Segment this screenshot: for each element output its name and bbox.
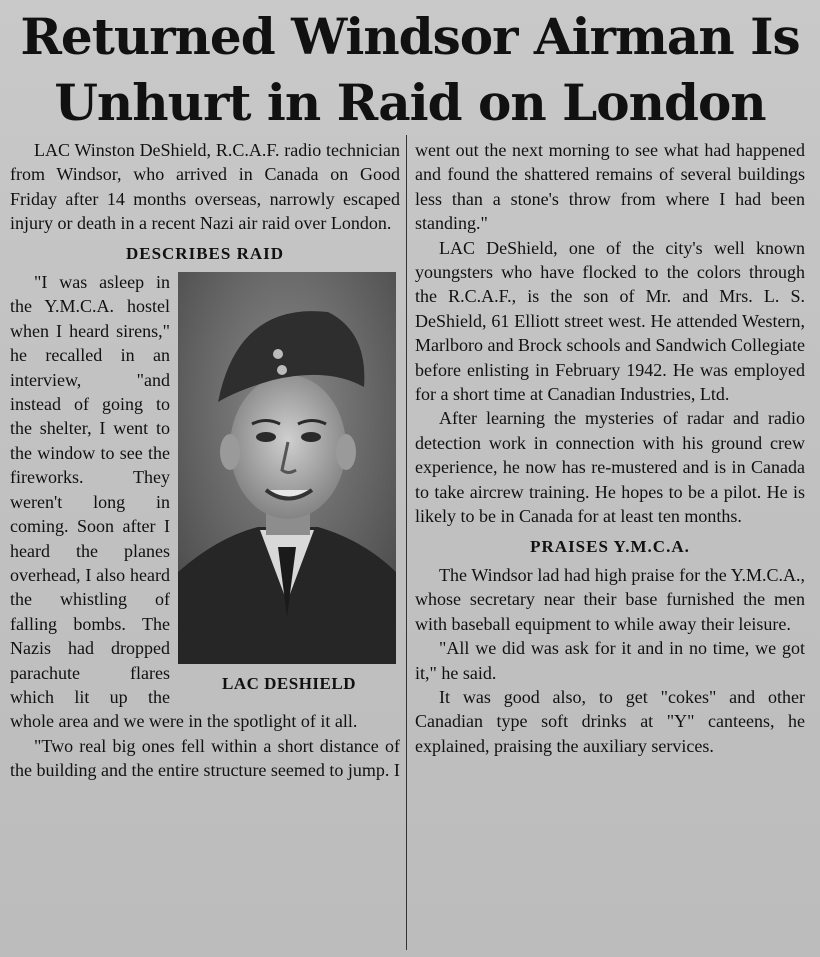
paragraph-radar: After learning the mysteries of radar and radio detection work in connection with his ground crew experience, he now has re-mustered and is in Canada to take aircrew training. He hopes to be a pilot. He is likely to be in Canada for at least ten months. bbox=[415, 408, 805, 527]
left-column bbox=[10, 138, 400, 783]
subhead-describes-raid: DESCRIBES RAID bbox=[125, 243, 285, 263]
column-divider bbox=[406, 135, 407, 950]
portrait-image bbox=[178, 272, 396, 664]
lead-paragraph: LAC Winston DeShield, R.C.A.F. radio technician from Windsor, who arrived in Canada on Good Friday after 14 months overseas, narrowly escaped injury or death in a recent Nazi air raid over London. bbox=[10, 140, 400, 234]
headline-line-2: Unhurt in Raid on London bbox=[54, 73, 766, 132]
headline-line-1: Returned Windsor Airman Is bbox=[20, 7, 800, 66]
paragraph-high-praise: The Windsor lad had high praise for the Y.M.C.A., whose secretary near their base furnished the men with baseball equipment to while away their leisure. bbox=[415, 564, 805, 634]
portrait-photo bbox=[178, 272, 396, 664]
paragraph-ask-for-it: "All we did was ask for it and in no time, we got it," he said. bbox=[415, 638, 805, 683]
paragraph-biography: LAC DeShield, one of the city's well known youngsters who have flocked to the colors through the R.C.A.F., is the son of Mr. and Mrs. L. S. DeShield, 61 Elliott street west. He attended Western, Marlboro and Brock schools and Sandwich Collegiate before enlisting in February 1942. He was employed for a short time at Canadian Industries, Ltd. bbox=[415, 237, 805, 405]
paragraph-cokes: It was good also, to get "cokes" and other Canadian type soft drinks at "Y" canteens, he explained, praising the auxiliary services. bbox=[415, 686, 805, 756]
paragraph-two-big-ones: "Two real big ones fell within a short distance of the building and the entire structure seemed to jump. I bbox=[10, 735, 400, 781]
right-column bbox=[415, 138, 805, 758]
photo-figure bbox=[178, 272, 400, 702]
paragraph-asleep: "I was asleep in the Y.M.C.A. hostel when I heard sirens," he recalled in an interview, "and instead of going to the shelter, I went to the window to see the fireworks. They weren't long in coming. Soon after I heard the planes overhead, I also heard the whistling of falling bombs. The Nazis had dropped parachute flares which lit up the whole area and we were in the spotlight of it all. bbox=[10, 272, 358, 732]
paragraph-next-morning: went out the next morning to see what had happened and found the shattered remains of several buildings less than a stone's throw from where I had been standing." bbox=[415, 140, 805, 234]
photo-caption: LAC DESHIELD bbox=[221, 674, 356, 694]
subhead-praises-ymca: PRAISES Y.M.C.A. bbox=[530, 536, 690, 556]
headline bbox=[0, 0, 820, 136]
